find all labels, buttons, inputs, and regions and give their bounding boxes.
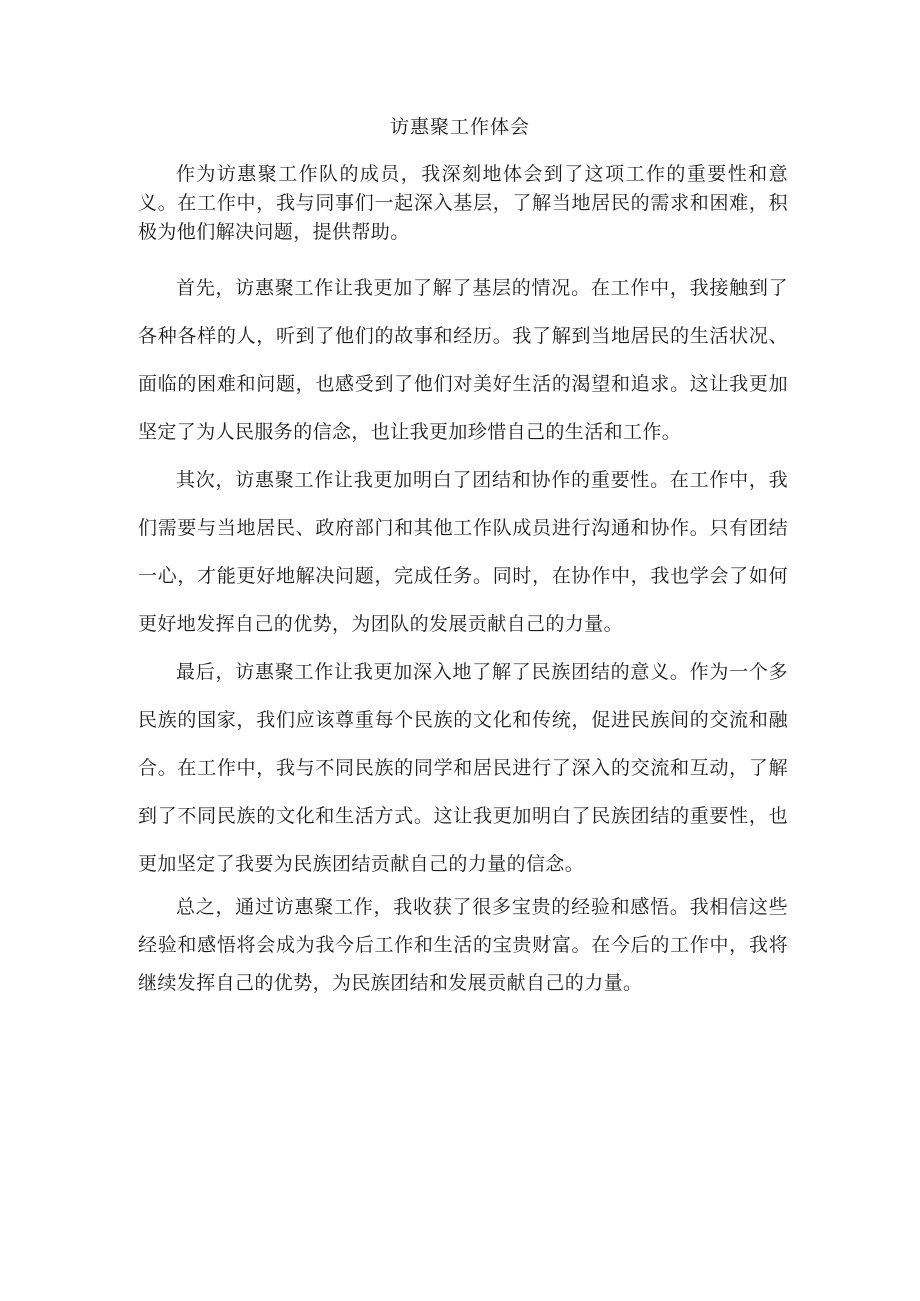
paragraph-first: 首先，访惠聚工作让我更加了解了基层的情况。在工作中，我接触到了各种各样的人，听到了他们的故事和经历。我了解到当地居民的生活状况、面临的困难和问题，也感受到了他们对美好生活的渴望和追求。这让我更加坚定了为人民服务的信念，也让我更加珍惜自己的生活和工作。 <box>138 277 788 443</box>
document-body <box>138 160 788 1002</box>
paragraph-second: 其次，访惠聚工作让我更加明白了团结和协作的重要性。在工作中，我们需要与当地居民、政府部门和其他工作队成员进行沟通和协作。只有团结一心，才能更好地解决问题，完成任务。同时，在协作中，我也学会了如何更好地发挥自己的优势，为团队的发展贡献自己的力量。 <box>138 469 788 635</box>
paragraph-last: 最后，访惠聚工作让我更加深入地了解了民族团结的意义。作为一个多民族的国家，我们应该尊重每个民族的文化和传统，促进民族间的交流和融合。在工作中，我与不同民族的同学和居民进行了深入的交流和互动，了解到了不同民族的文化和生活方式。这让我更加明白了民族团结的重要性，也更加坚定了我要为民族团结贡献自己的力量的信念。 <box>138 661 788 875</box>
document-title: 访惠聚工作体会 <box>389 116 530 138</box>
paragraph-intro: 作为访惠聚工作队的成员，我深刻地体会到了这项工作的重要性和意义。在工作中，我与同事们一起深入基层，了解当地居民的需求和困难，积极为他们解决问题，提供帮助。 <box>138 163 788 243</box>
paragraph-summary: 总之，通过访惠聚工作，我收获了很多宝贵的经验和感悟。我相信这些经验和感悟将会成为我今后工作和生活的宝贵财富。在今后的工作中，我将继续发挥自己的优势，为民族团结和发展贡献自己的力量。 <box>138 896 788 994</box>
